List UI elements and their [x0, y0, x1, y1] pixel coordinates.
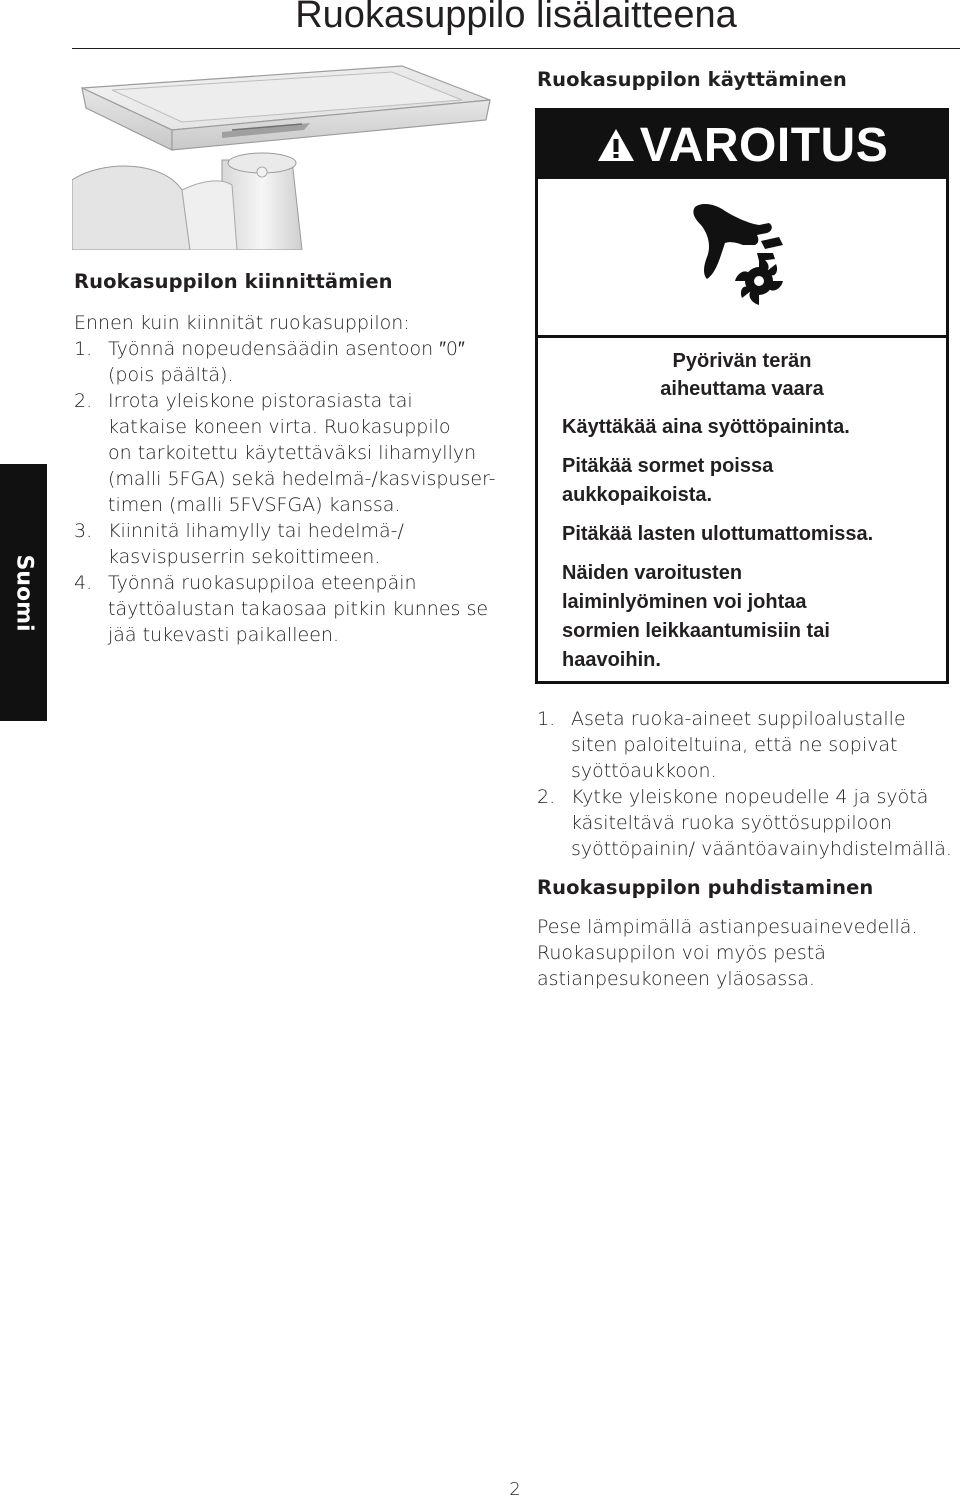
list-item: [537, 706, 957, 784]
warning-paragraph: [562, 413, 936, 442]
step-line: Aseta ruoka-aineet suppiloalustalle: [571, 708, 906, 730]
step-line: (pois päältä).: [108, 364, 234, 386]
warning-line: haavoihin.: [562, 649, 661, 671]
step-line: Kytke yleiskone nopeudelle 4 ja syötä: [571, 786, 929, 808]
food-tray-illustration: [72, 60, 512, 250]
attach-intro: Ennen kuin kiinnität ruokasuppilon:: [74, 312, 410, 334]
page-title: Ruokasuppilo lisälaitteena: [295, 0, 737, 36]
step-number: 3.: [74, 520, 93, 542]
warning-line: sormien leikkaantumisiin tai: [562, 620, 830, 642]
language-tab: [0, 464, 47, 721]
warning-line: Käyttäkää aina syöttöpaininta.: [562, 416, 850, 438]
warning-line: Pitäkää sormet poissa: [562, 455, 774, 477]
rotating-blade-hand-icon: [673, 195, 813, 315]
attach-steps: [74, 336, 514, 648]
step-line: jää tukevasti paikalleen.: [108, 624, 339, 646]
warning-line: Pitäkää lasten ulottumattomissa.: [562, 523, 874, 545]
step-line: Työnnä nopeudensäädin asentoon ″0″: [108, 338, 465, 360]
clean-line: Pese lämpimällä astianpesuainevedellä.: [537, 916, 918, 938]
step-line: kasvispuserrin sekoittimeen.: [108, 546, 381, 568]
use-heading: Ruokasuppilon käyttäminen: [537, 68, 847, 91]
step-line: siten paloiteltuina, että ne sopivat: [571, 734, 898, 756]
step-line: Irrota yleiskone pistorasiasta tai: [108, 390, 413, 412]
warning-paragraph: [562, 559, 936, 675]
step-number: 2.: [537, 786, 556, 808]
list-item: [537, 784, 957, 862]
list-item: [74, 570, 514, 648]
step-line: syöttöpainin/ vääntöavainyhdistelmällä.: [571, 838, 952, 860]
attach-section: [74, 310, 514, 648]
title-rule: [72, 48, 960, 49]
step-line: katkaise koneen virta. Ruokasuppilo: [108, 416, 451, 438]
warning-line: aukkopaikoista.: [562, 484, 713, 506]
warning-box: [535, 108, 949, 684]
clean-line: Ruokasuppilon voi myös pestä: [537, 942, 826, 964]
warning-title: VAROITUS: [639, 118, 889, 172]
clean-section: [537, 914, 957, 992]
step-line: Työnnä ruokasuppiloa eteenpäin: [108, 572, 417, 594]
page-number: 2: [509, 1479, 521, 1500]
hazard-line: Pyörivän terän: [672, 350, 812, 372]
step-line: syöttöaukkoon.: [571, 760, 717, 782]
step-number: 1.: [537, 708, 556, 730]
warning-paragraph: [562, 520, 936, 549]
step-number: 1.: [74, 338, 93, 360]
step-line: timen (malli 5FVSFGA) kanssa.: [108, 494, 401, 516]
attach-heading: Ruokasuppilon kiinnittämien: [74, 270, 393, 293]
warning-line: Näiden varoitusten: [562, 562, 743, 584]
warning-header: [538, 111, 946, 179]
step-line: (malli 5FGA) sekä hedelmä-/kasvispuser-: [108, 468, 496, 490]
hazard-title: [562, 347, 922, 403]
warning-paragraph: [562, 452, 936, 510]
use-section: [537, 706, 957, 862]
step-line: Kiinnitä lihamylly tai hedelmä-/: [108, 520, 404, 542]
step-number: 4.: [74, 572, 93, 594]
list-item: [74, 518, 514, 570]
clean-heading: Ruokasuppilon puhdistaminen: [537, 876, 874, 899]
warning-body: [562, 347, 936, 675]
language-tab-label: Suomi: [11, 553, 36, 632]
step-line: on tarkoitettu käytettäväksi lihamyllyn: [108, 442, 477, 464]
hazard-pictogram: [538, 179, 946, 338]
clean-line: astianpesukoneen yläosassa.: [537, 968, 815, 990]
use-steps: [537, 706, 957, 862]
warning-line: laiminlyöminen voi johtaa: [562, 591, 807, 613]
step-number: 2.: [74, 390, 93, 412]
step-line: täyttöalustan takaosaa pitkin kunnes se: [108, 598, 489, 620]
list-item: [74, 336, 514, 388]
hazard-line: aiheuttama vaara: [660, 378, 824, 400]
warning-triangle-icon: [596, 127, 636, 163]
step-line: käsiteltävä ruoka syöttösuppiloon: [571, 812, 892, 834]
list-item: [74, 388, 514, 518]
